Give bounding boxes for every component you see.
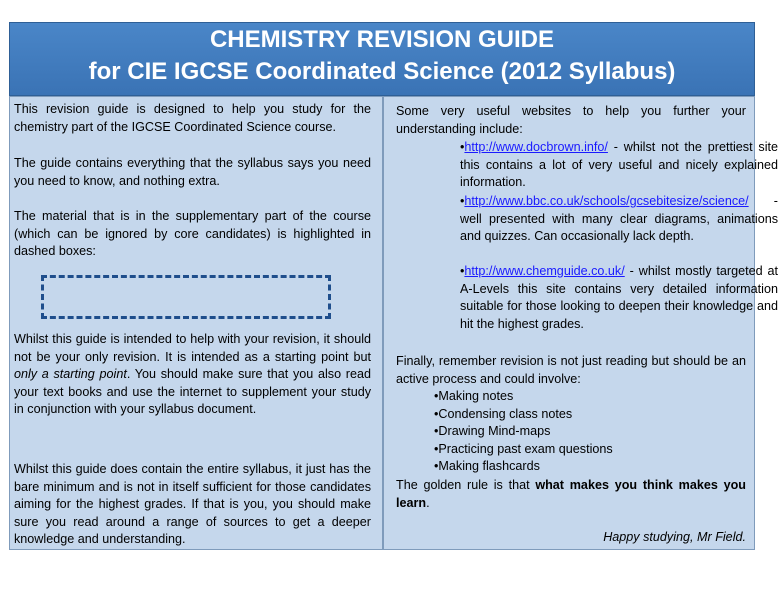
activity-list [434,388,734,476]
site-description: - whilst mostly targeted at A-Levels this site contains very detailed information suitable for those looking to deepen their knowledge and hit the highest grades. [460,264,778,331]
left-panel [9,96,383,550]
advice-text-a: Whilst this guide is intended to help with your revision, it should not be your only revision. It is intended as a starting point but [14,332,371,364]
websites-intro: Some very useful websites to help you further your understanding include: [396,104,746,136]
site-item [422,263,778,333]
revision-process-paragraph: Finally, remember revision is not just reading but should be an active process and could involve: [396,354,746,386]
bullet: • [460,140,465,154]
golden-rule-text: The golden rule is that [396,478,536,492]
list-item: •Practicing past exam questions [434,441,613,456]
list-item: •Making notes [434,389,514,403]
right-panel [383,96,778,550]
list-item: •Making flashcards [434,459,540,474]
signoff: Happy studying, Mr Field. [603,530,746,544]
bullet: • [460,264,465,278]
chemguide-link[interactable]: http://www.chemguide.co.uk/ [464,264,625,278]
docbrown-link[interactable]: http://www.docbrown.info/ [464,140,608,154]
advice-emphasis: only a starting point [14,367,127,382]
site-description: - whilst not the prettiest site this contains a lot of very useful and nicely explained information. [460,140,778,190]
site-description: - well presented with many clear diagrams, animations and quizzes. Can occasionally lack depth. [460,194,778,244]
golden-rule-end: . [426,495,430,510]
title-banner [9,22,755,96]
page-subtitle: for CIE IGCSE Coordinated Science (2012 Syllabus) [88,58,676,85]
golden-rule-emphasis: what makes you think makes you learn [396,478,746,510]
contents-paragraph: The guide contains everything that the syllabus says you need you need to know, and nothing extra. [14,156,371,188]
supplementary-paragraph: The material that is in the supplementary part of the course (which can be ignored by core candidates) is highlighted in dashed boxes: [14,209,371,259]
list-item: •Drawing Mind-maps [434,424,551,439]
syllabus-paragraph: Whilst this guide does contain the entire syllabus, it just has the bare minimum and is not in itself sufficient for those candidates aiming for the highest grades. If that is you, you should make sure you read around a range of sources to get a deeper knowledge and understanding. [14,462,371,547]
site-item [422,139,778,192]
golden-rule [396,477,746,512]
intro-paragraph: This revision guide is designed to help you study for the chemistry part of the IGCSE Coordinated Science course. [14,102,371,134]
supplementary-dashed-box [41,275,331,319]
bullet: • [460,194,465,208]
advice-text-b: . You should make sure that you also read your text books and use the internet to supplement your study in conjunction with your syllabus document. [14,367,371,417]
site-item [422,193,778,246]
advice-paragraph [14,331,371,419]
bbc-bitesize-link[interactable]: http://www.bbc.co.uk/schools/gcsebitesize/science/ [464,194,749,208]
list-item: •Condensing class notes [434,406,573,421]
page-title: CHEMISTRY REVISION GUIDE [209,26,555,53]
